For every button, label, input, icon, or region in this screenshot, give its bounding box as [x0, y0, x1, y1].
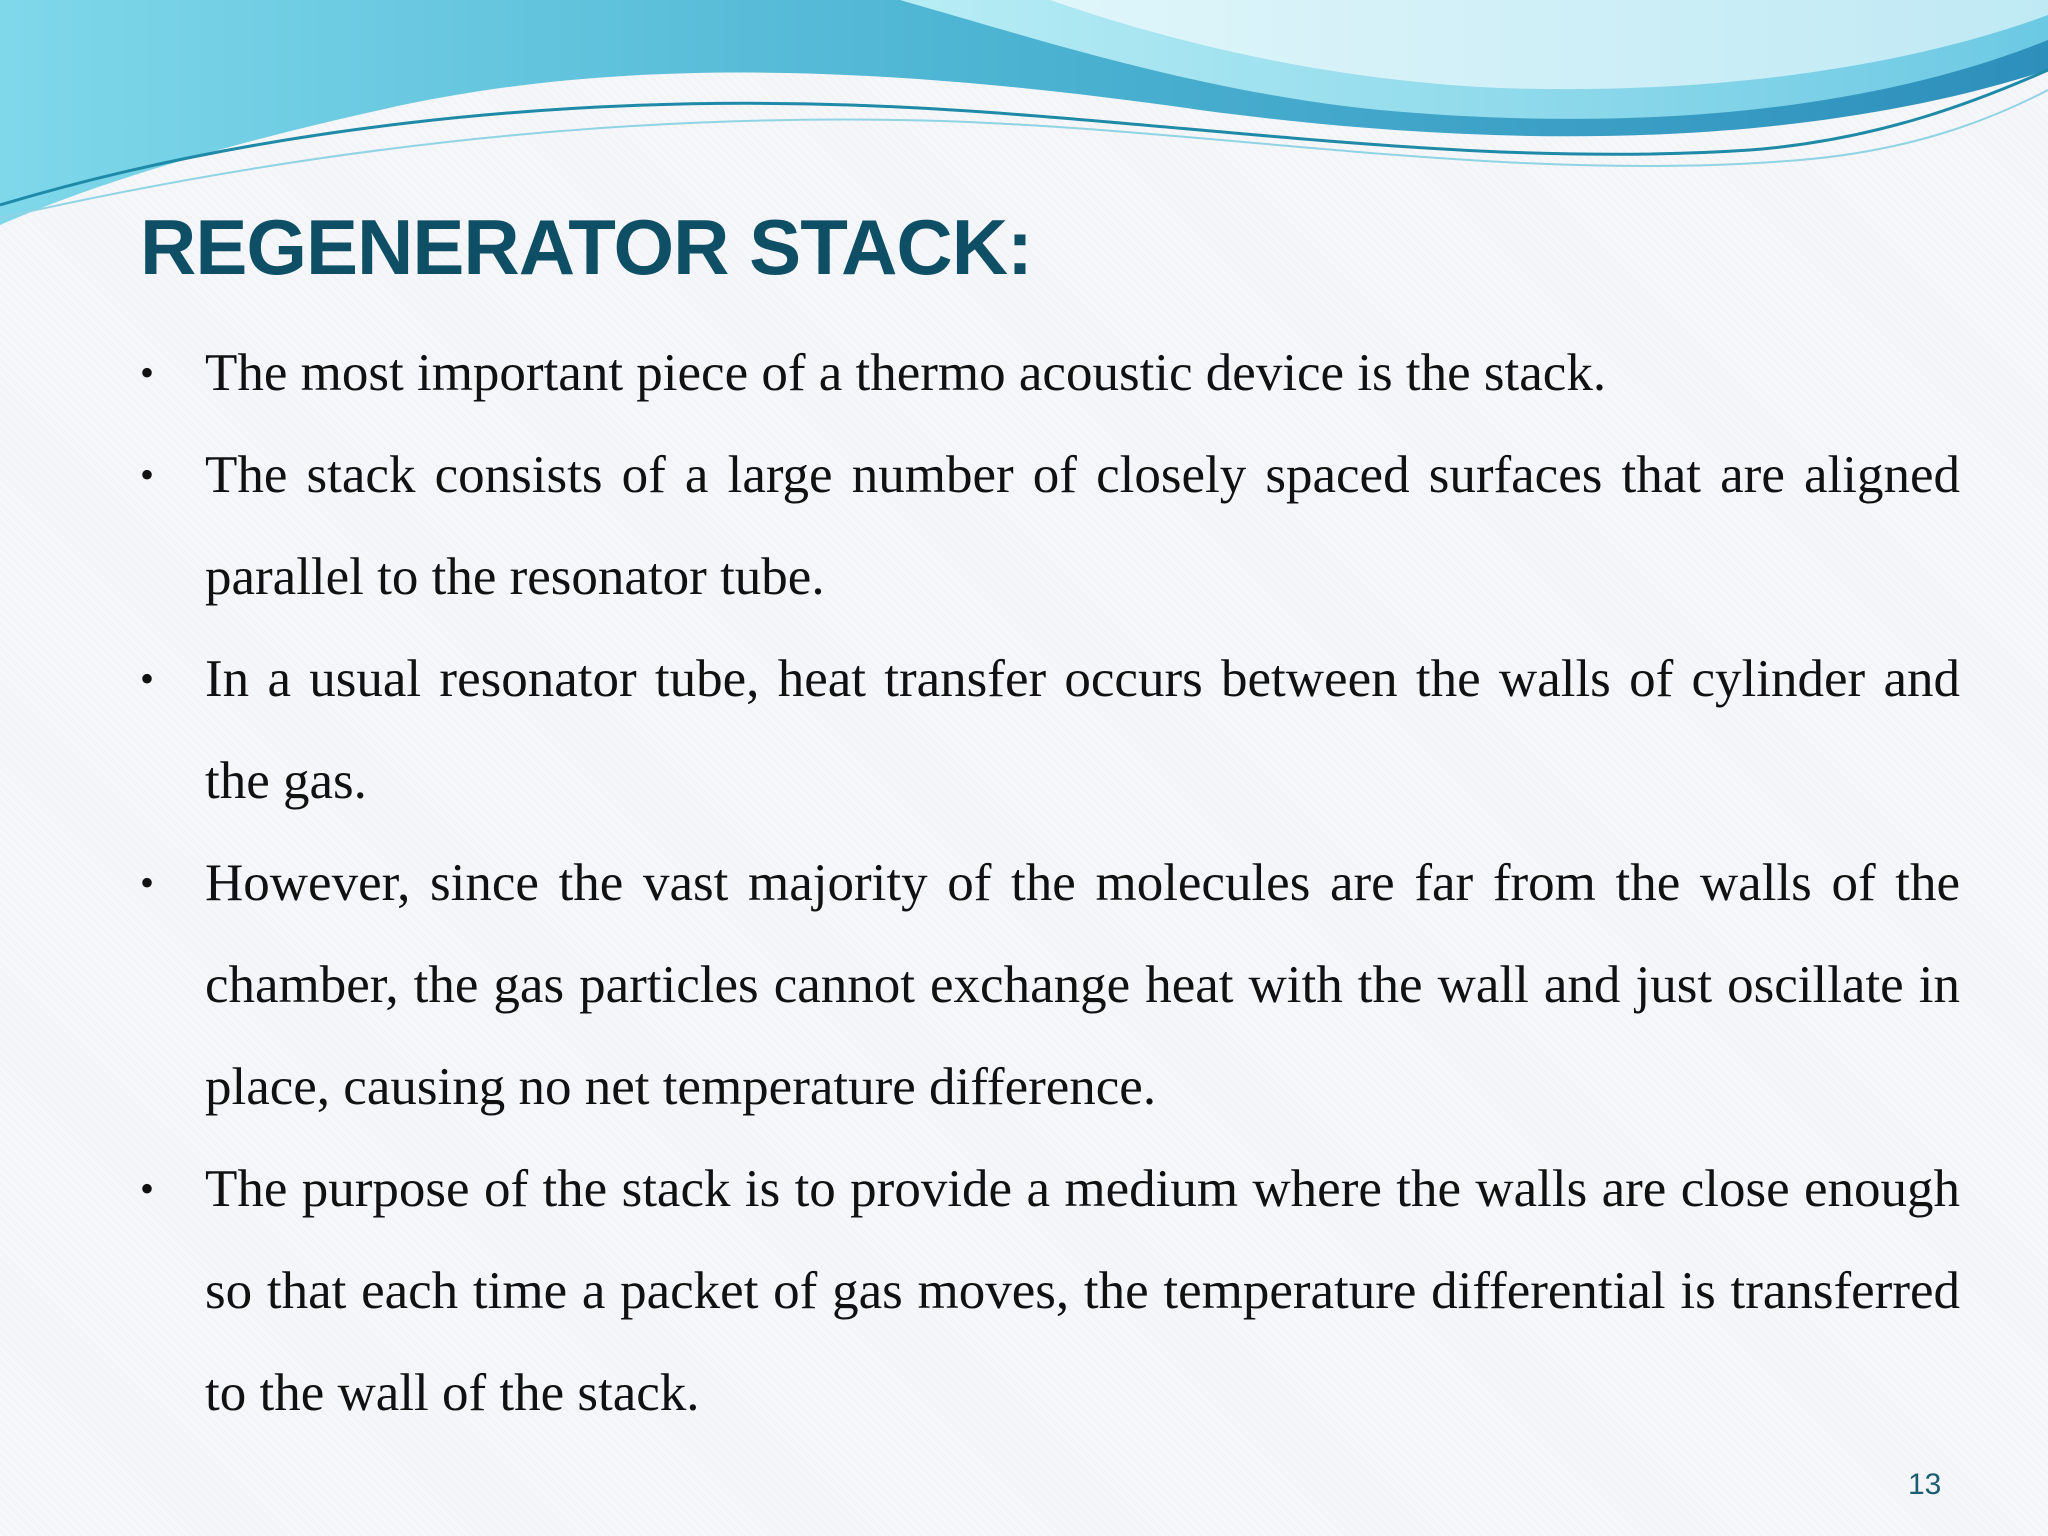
bullet-list — [140, 322, 1960, 1444]
bullet-text: The most important piece of a thermo acoustic device is the stack. — [205, 344, 1607, 402]
bullet-item — [140, 424, 1960, 628]
bullet-marker: • — [140, 350, 155, 395]
page-number: 13 — [1908, 1468, 1942, 1501]
bullet-item — [140, 628, 1960, 832]
bullet-item — [140, 322, 1960, 424]
bullet-text: The stack consists of a large number of closely spaced surfaces that are aligned parallel to the resonator tube. — [205, 446, 1960, 606]
bullet-marker: • — [140, 656, 155, 701]
bullet-text: However, since the vast majority of the molecules are far from the walls of the chamber, the gas particles cannot exchange heat with the wall and just oscillate in place, causing no net temperature difference. — [205, 854, 1960, 1116]
bullet-item — [140, 1138, 1960, 1444]
bullet-marker: • — [140, 860, 155, 905]
bullet-marker: • — [140, 452, 155, 497]
bullet-marker: • — [140, 1166, 155, 1211]
slide-title: REGENERATOR STACK: — [140, 203, 1033, 291]
bullet-text: In a usual resonator tube, heat transfer occurs between the walls of cylinder and the gas. — [205, 650, 1960, 810]
bullet-text: The purpose of the stack is to provide a medium where the walls are close enough so that each time a packet of gas moves, the temperature differential is transferred to the wall of the stack. — [205, 1160, 1960, 1422]
bullet-item — [140, 832, 1960, 1138]
